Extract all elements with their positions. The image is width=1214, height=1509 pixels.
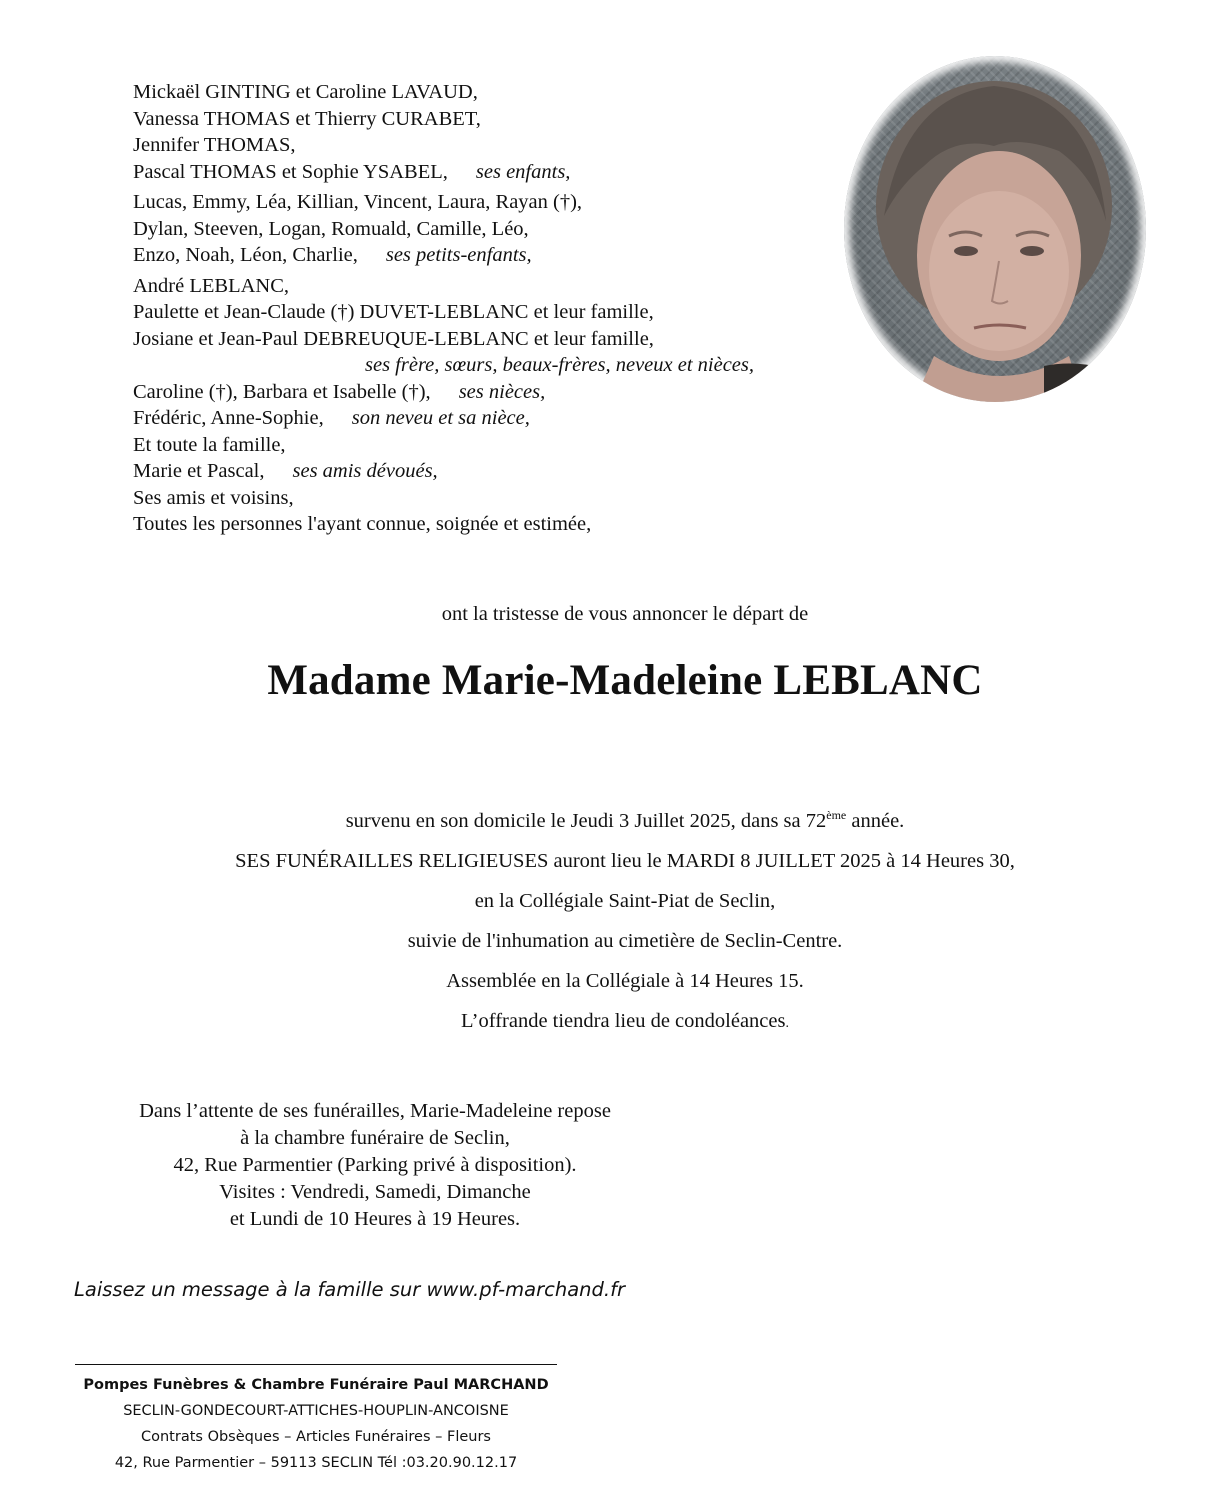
family-line: Dylan, Steeven, Logan, Romuald, Camille, Léo, xyxy=(133,217,529,240)
assembly-line: Assemblée en la Collégiale à 14 Heures 15. xyxy=(446,970,804,992)
family-line: Vanessa THOMAS et Thierry CURABET, xyxy=(133,107,481,130)
rest-line: Visites : Vendredi, Samedi, Dimanche xyxy=(219,1181,531,1203)
offering-line: L’offrande tiendra lieu de condoléances. xyxy=(461,1010,789,1032)
family-line: Jennifer THOMAS, xyxy=(133,134,296,156)
condolence-message-link: Laissez un message à la famille sur www.pf-marchand.fr xyxy=(74,1278,625,1301)
rest-info xyxy=(75,1098,675,1233)
rest-line: à la chambre funéraire de Seclin, xyxy=(240,1127,510,1149)
relation-label: ses enfants, xyxy=(475,160,571,183)
family-line: Josiane et Jean-Paul DEBREUQUE-LEBLANC et leur famille, xyxy=(133,327,654,350)
rest-line: Dans l’attente de ses funérailles, Marie-Madeleine repose xyxy=(139,1100,611,1122)
church-line: en la Collégiale Saint-Piat de Seclin, xyxy=(474,890,776,912)
footer-address: 42, Rue Parmentier – 59113 SECLIN Tél :03.20.90.12.17 xyxy=(114,1455,518,1471)
footer-divider xyxy=(75,1364,557,1365)
family-line: Toutes les personnes l'ayant connue, soignée et estimée, xyxy=(133,513,592,535)
relation-label: ses petits-enfants, xyxy=(385,244,532,266)
portrait-photo xyxy=(844,56,1146,402)
family-line: Et toute la famille, xyxy=(133,433,286,456)
relation-label: ses amis dévoués, xyxy=(292,460,438,482)
family-line: Frédéric, Anne-Sophie, son neveu et sa nièce, xyxy=(133,407,530,429)
family-line: Paulette et Jean-Claude (†) DUVET-LEBLANC et leur famille, xyxy=(133,301,654,323)
funeral-home-footer xyxy=(75,1372,557,1476)
deceased-name: Madame Marie-Madeleine LEBLANC xyxy=(267,657,983,704)
footer-services: Contrats Obsèques – Articles Funéraires – Fleurs xyxy=(141,1429,491,1445)
family-line: Marie et Pascal, ses amis dévoués, xyxy=(133,460,438,482)
portrait-figure xyxy=(844,56,1146,402)
relation-label: son neveu et sa nièce, xyxy=(351,407,530,429)
relation-label: ses frère, sœurs, beaux-frères, neveux et nièces, xyxy=(365,354,754,376)
death-line: survenu en son domicile le Jeudi 3 Juillet 2025, dans sa 72ème année. xyxy=(345,808,905,832)
footer-company: Pompes Funèbres & Chambre Funéraire Paul MARCHAND xyxy=(83,1377,549,1393)
family-line: Mickaël GINTING et Caroline LAVAUD, xyxy=(133,81,478,103)
family-line: Lucas, Emmy, Léa, Killian, Vincent, Laura, Rayan (†), xyxy=(133,191,583,213)
family-list xyxy=(133,79,833,538)
footer-towns: SECLIN-GONDECOURT-ATTICHES-HOUPLIN-ANCOISNE xyxy=(123,1403,509,1419)
burial-line: suivie de l'inhumation au cimetière de Seclin-Centre. xyxy=(407,930,843,952)
funeral-details xyxy=(0,801,1214,1044)
family-line: Pascal THOMAS et Sophie YSABEL, ses enfants, xyxy=(133,160,571,183)
family-line: Enzo, Noah, Léon, Charlie, ses petits-enfants, xyxy=(133,244,532,266)
rest-line: et Lundi de 10 Heures à 19 Heures. xyxy=(229,1208,521,1230)
announcement-text: ont la tristesse de vous annoncer le départ de xyxy=(441,603,809,625)
family-line: Caroline (†), Barbara et Isabelle (†), ses nièces, xyxy=(133,380,546,403)
funeral-line: SES FUNÉRAILLES RELIGIEUSES auront lieu le MARDI 8 JUILLET 2025 à 14 Heures 30, xyxy=(235,850,1015,872)
rest-line: 42, Rue Parmentier (Parking privé à disposition). xyxy=(173,1154,577,1176)
family-line: Ses amis et voisins, xyxy=(133,486,294,509)
family-line: André LEBLANC, xyxy=(133,274,290,297)
relation-label: ses nièces, xyxy=(458,380,546,403)
